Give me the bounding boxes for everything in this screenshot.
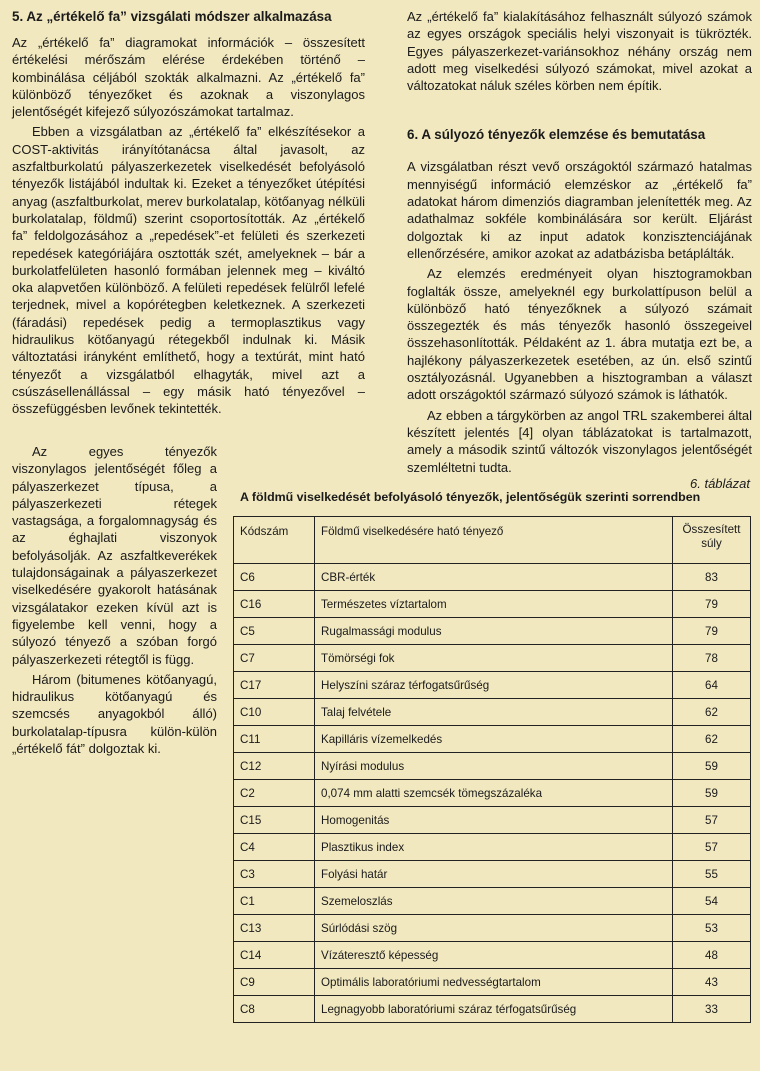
table-body [234,564,751,1023]
left-column-top [12,8,365,418]
cell-code: C4 [234,834,315,861]
cell-factor: Természetes víztartalom [315,591,673,618]
cell-code: C5 [234,618,315,645]
cell-weight: 57 [673,807,751,834]
cell-code: C8 [234,996,315,1023]
section-5-paragraph-4: Három (bitumenes kötőanyagú, hidraulikus kötőanyagú és szemcsés anyagokból álló) burkolatalap-típusra külön-külön „értékelő fát” dolgoztak ki. [12,671,217,757]
cell-factor: 0,074 mm alatti szemcsék tömegszázaléka [315,780,673,807]
table-row [234,942,751,969]
header-code: Kódszám [234,517,315,564]
cell-factor: Vízáteresztő képesség [315,942,673,969]
cell-code: C11 [234,726,315,753]
cell-factor: Plasztikus index [315,834,673,861]
table-row [234,591,751,618]
table-row [234,969,751,996]
table-row [234,699,751,726]
table-row [234,726,751,753]
section-6-heading: 6. A súlyozó tényezők elemzése és bemutatása [407,127,706,143]
cell-weight: 79 [673,591,751,618]
section-5-paragraph-2: Ebben a vizsgálatban az „értékelő fa” elkészítésekor a COST-aktivitás irányítótanácsa által javasolt, az aszfaltburkolatú pályaszerkezetek viselkedését befolyásoló tényezők listájából indultak ki. Ezeket a tényezőket útépítési anyag (aszfaltburkolat, merev burkolatalap, kötőanyag nélküli burkolatalap, földmű) szerint csoportosították. Az „értékelő fa” feldolgozásához a „repedések”-et felületi és szerkezeti repedések kategóriájára osztották szét, amelyeknek – bár a burkolatfelületen hasonló formában jelennek meg – kiváltó oka alapvetően különböző. A felületi repedések felülről lefelé terjednek, mivel a kopórétegben keletkeznek. A szerkezeti (fáradási) repedések pedig a termoplasztikus vagy hidraulikus kötőanyagú rétegekből indulnak ki. Másik változtatási irányként említhető, hogy a textúrát, mint ható tényezőt a vizsgálatból elhagyták, mivel azt a csúszásellenállással – egy másik ható tényezővel – összefüggésben levőnek tekintették. [12,124,365,417]
cell-code: C9 [234,969,315,996]
cell-code: C17 [234,672,315,699]
cell-weight: 53 [673,915,751,942]
table-row [234,780,751,807]
table-row [234,834,751,861]
cell-factor: Folyási határ [315,861,673,888]
cell-weight: 54 [673,888,751,915]
cell-code: C13 [234,915,315,942]
cell-weight: 59 [673,753,751,780]
section-5-heading: 5. Az „értékelő fa” vizsgálati módszer alkalmazása [12,9,332,24]
cell-weight: 43 [673,969,751,996]
section-6-paragraph-2: Az elemzés eredményeit olyan hisztogramokban foglalták össze, amelyeknél egy burkolattípuson belül a különböző ható tényezőknek a súlyozó számait összegezték és más tényezők hasonló összegeivel összehasonlították. Példaként az 1. ábra mutatja ezt be, a hajlékony pályaszerkezetek esetében, az ún. első szintű osztályozásnál. Ugyanebben a hisztogramban a választ adott országoktól származó súlyozó számok is láthatók. [407,266,752,403]
cell-code: C15 [234,807,315,834]
cell-weight: 55 [673,861,751,888]
table-row [234,564,751,591]
cell-factor: CBR-érték [315,564,673,591]
cell-weight: 57 [673,834,751,861]
table-title: A földmű viselkedését befolyásoló tényezők, jelentőségük szerinti sorrendben [240,490,701,504]
left-column-narrow [12,443,217,757]
cell-weight: 62 [673,699,751,726]
right-column [407,8,752,476]
cell-code: C12 [234,753,315,780]
cell-factor: Helyszíni száraz térfogatsűrűség [315,672,673,699]
cell-factor: Legnagyobb laboratóriumi száraz térfogatsűrűség [315,996,673,1023]
cell-weight: 33 [673,996,751,1023]
cell-weight: 78 [673,645,751,672]
table-row [234,807,751,834]
table-header-row [234,517,751,564]
cell-weight: 48 [673,942,751,969]
cell-weight: 79 [673,618,751,645]
cell-code: C3 [234,861,315,888]
section-5-paragraph-5: Az „értékelő fa” kialakításához felhasznált súlyozó számok az egyes országok speciális helyi viszonyait is tükrözték. Egyes pályaszerkezet-variánsokhoz néhány ország nem adott meg viselkedési súlyozó számokat, mivel azokat a változatokat náluk széles körben nem építik. [407,9,752,94]
section-5-paragraph-3: Az egyes tényezők viszonylagos jelentőségét főleg a pályaszerkezet típusa, a pályaszerkezeti rétegek vastagsága, a forgalomnagyság és az éghajlati viszonyok befolyásolják. Az aszfaltkeverékek tulajdonságainak a pályaszerkezet viselkedésére gyakorolt hatásának vizsgálatakor ezeken kívül azt is figyelembe kell venni, hogy a súlyozó tényező a szóban forgó pályaszerkezeti rétegtől is függ. [12,444,217,667]
cell-weight: 62 [673,726,751,753]
table-row [234,996,751,1023]
table-row [234,888,751,915]
table-row [234,753,751,780]
table-row [234,861,751,888]
cell-factor: Talaj felvétele [315,699,673,726]
cell-code: C14 [234,942,315,969]
cell-weight: 59 [673,780,751,807]
cell-code: C6 [234,564,315,591]
cell-factor: Optimális laboratóriumi nedvességtartalom [315,969,673,996]
factor-table [233,516,751,1023]
cell-factor: Nyírási modulus [315,753,673,780]
cell-weight: 83 [673,564,751,591]
table-row [234,618,751,645]
cell-factor: Homogenitás [315,807,673,834]
header-factor: Földmű viselkedésére ható tényező [315,517,673,564]
cell-factor: Rugalmassági modulus [315,618,673,645]
table-row [234,645,751,672]
cell-factor: Súrlódási szög [315,915,673,942]
section-6-paragraph-3: Az ebben a tárgykörben az angol TRL szakemberei által készített jelentés [4] olyan táblázatokat is tartalmazott, amely a második szintű változók viszonylagos jelentőségét szemléltetni tudta. [407,407,752,475]
cell-factor: Kapilláris vízemelkedés [315,726,673,753]
cell-code: C7 [234,645,315,672]
cell-factor: Tömörségi fok [315,645,673,672]
cell-factor: Szemeloszlás [315,888,673,915]
cell-weight: 64 [673,672,751,699]
section-6-paragraph-1: A vizsgálatban részt vevő országoktól származó hatalmas mennyiségű információ elemzéskor az „értékelő fa” adatokat három dimenziós diagramban jelenítették meg. Az adathalmaz sokféle kombinálására sor került. Eljárást dolgoztak ki az input adatok konzisztenciájának ellenőrzésére, amikor azokat az adatbázisba betáplálták. [407,159,752,261]
table-row [234,915,751,942]
cell-code: C2 [234,780,315,807]
header-weight: Összesített súly [673,517,751,564]
cell-code: C16 [234,591,315,618]
table-row [234,672,751,699]
cell-code: C10 [234,699,315,726]
table-number-label: 6. táblázat [690,476,750,491]
cell-code: C1 [234,888,315,915]
section-5-paragraph-1: Az „értékelő fa” diagramokat információk – összesített értékelési mérőszám elérése érdekében történő – kombinálása céljából szokták alkalmazni. Az „értékelő fa” különböző tényezőket és azoknak a viszonylagos jelentőségét kifejező súlyozószámokat tartalmaz. [12,35,365,120]
